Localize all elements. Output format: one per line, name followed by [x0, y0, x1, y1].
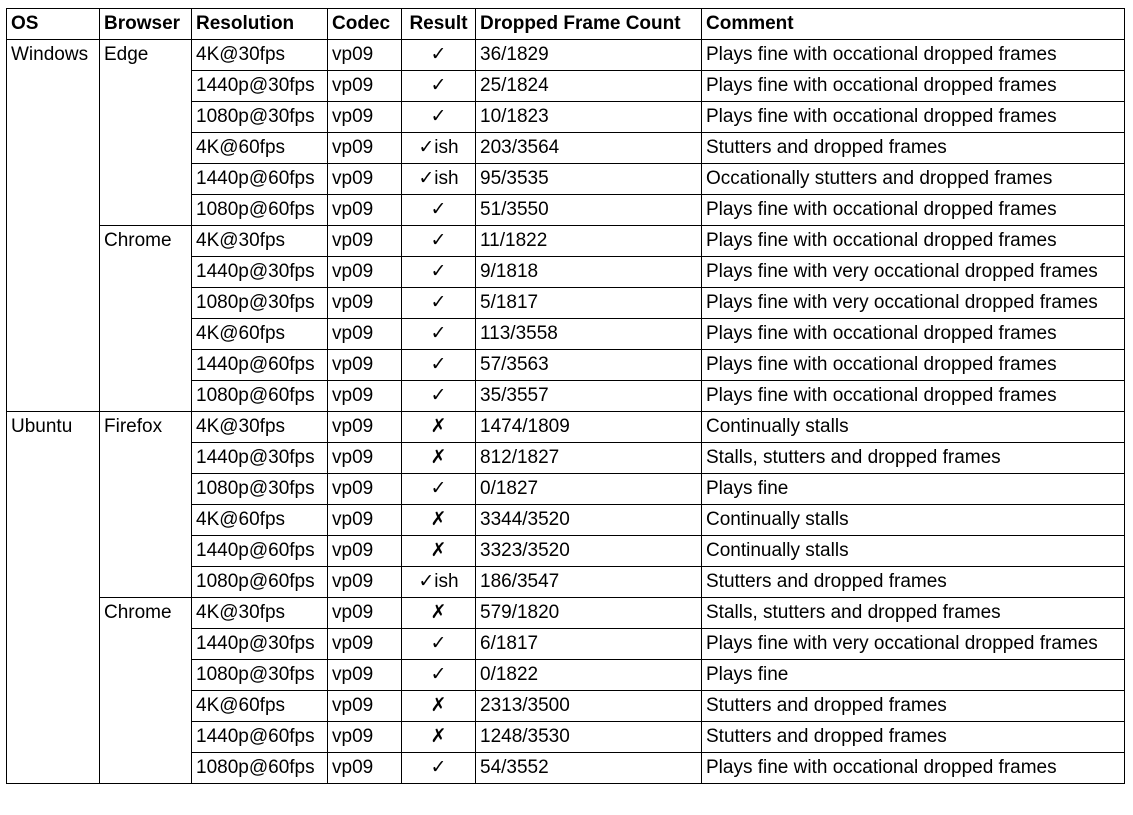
result-cell: ✓	[402, 660, 476, 691]
codec-cell: vp09	[328, 226, 402, 257]
result-cell: ✓	[402, 71, 476, 102]
header-os: OS	[7, 9, 100, 40]
codec-cell: vp09	[328, 536, 402, 567]
dropped-frame-count-cell: 95/3535	[476, 164, 702, 195]
comment-cell: Plays fine with occational dropped frames	[702, 381, 1125, 412]
comment-cell: Plays fine with occational dropped frames	[702, 319, 1125, 350]
comment-cell: Plays fine with very occational dropped frames	[702, 629, 1125, 660]
resolution-cell: 1440p@60fps	[192, 164, 328, 195]
resolution-cell: 1080p@60fps	[192, 753, 328, 784]
dropped-frame-count-cell: 1474/1809	[476, 412, 702, 443]
dropped-frame-count-cell: 203/3564	[476, 133, 702, 164]
result-cell: ✓	[402, 350, 476, 381]
result-cell: ✓	[402, 195, 476, 226]
result-cell: ✓	[402, 40, 476, 71]
resolution-cell: 4K@60fps	[192, 505, 328, 536]
resolution-cell: 4K@30fps	[192, 598, 328, 629]
result-cell: ✓	[402, 226, 476, 257]
comment-cell: Plays fine with occational dropped frames	[702, 195, 1125, 226]
dropped-frame-count-cell: 3344/3520	[476, 505, 702, 536]
resolution-cell: 4K@30fps	[192, 226, 328, 257]
codec-cell: vp09	[328, 257, 402, 288]
browser-cell: Edge	[100, 40, 192, 226]
dropped-frame-count-cell: 113/3558	[476, 319, 702, 350]
dropped-frame-count-cell: 57/3563	[476, 350, 702, 381]
table-row	[7, 226, 1125, 257]
playback-results-table	[6, 8, 1125, 784]
dropped-frame-count-cell: 36/1829	[476, 40, 702, 71]
resolution-cell: 1080p@30fps	[192, 474, 328, 505]
codec-cell: vp09	[328, 164, 402, 195]
codec-cell: vp09	[328, 40, 402, 71]
resolution-cell: 1440p@30fps	[192, 443, 328, 474]
comment-cell: Stutters and dropped frames	[702, 722, 1125, 753]
result-cell: ✗	[402, 536, 476, 567]
table-row	[7, 598, 1125, 629]
comment-cell: Stutters and dropped frames	[702, 691, 1125, 722]
dropped-frame-count-cell: 9/1818	[476, 257, 702, 288]
comment-cell: Stutters and dropped frames	[702, 133, 1125, 164]
comment-cell: Plays fine with occational dropped frames	[702, 40, 1125, 71]
codec-cell: vp09	[328, 691, 402, 722]
codec-cell: vp09	[328, 722, 402, 753]
resolution-cell: 1080p@30fps	[192, 660, 328, 691]
browser-cell: Firefox	[100, 412, 192, 598]
resolution-cell: 1440p@30fps	[192, 257, 328, 288]
table-row	[7, 40, 1125, 71]
comment-cell: Occationally stutters and dropped frames	[702, 164, 1125, 195]
comment-cell: Plays fine with occational dropped frames	[702, 226, 1125, 257]
os-cell: Windows	[7, 40, 100, 412]
resolution-cell: 1440p@60fps	[192, 536, 328, 567]
resolution-cell: 1440p@60fps	[192, 350, 328, 381]
resolution-cell: 1080p@60fps	[192, 381, 328, 412]
result-cell: ✓ish	[402, 133, 476, 164]
result-cell: ✓	[402, 753, 476, 784]
dropped-frame-count-cell: 579/1820	[476, 598, 702, 629]
comment-cell: Plays fine with occational dropped frames	[702, 350, 1125, 381]
resolution-cell: 1440p@30fps	[192, 71, 328, 102]
dropped-frame-count-cell: 1248/3530	[476, 722, 702, 753]
resolution-cell: 1080p@60fps	[192, 195, 328, 226]
table-row	[7, 412, 1125, 443]
dropped-frame-count-cell: 35/3557	[476, 381, 702, 412]
dropped-frame-count-cell: 11/1822	[476, 226, 702, 257]
header-resolution: Resolution	[192, 9, 328, 40]
resolution-cell: 4K@60fps	[192, 319, 328, 350]
resolution-cell: 1080p@30fps	[192, 102, 328, 133]
dropped-frame-count-cell: 812/1827	[476, 443, 702, 474]
comment-cell: Plays fine with occational dropped frames	[702, 102, 1125, 133]
codec-cell: vp09	[328, 598, 402, 629]
comment-cell: Plays fine with very occational dropped frames	[702, 288, 1125, 319]
comment-cell: Plays fine with very occational dropped frames	[702, 257, 1125, 288]
dropped-frame-count-cell: 2313/3500	[476, 691, 702, 722]
result-cell: ✗	[402, 722, 476, 753]
resolution-cell: 1440p@60fps	[192, 722, 328, 753]
comment-cell: Plays fine with occational dropped frames	[702, 71, 1125, 102]
dropped-frame-count-cell: 0/1822	[476, 660, 702, 691]
header-result: Result	[402, 9, 476, 40]
resolution-cell: 4K@60fps	[192, 691, 328, 722]
browser-cell: Chrome	[100, 598, 192, 784]
dropped-frame-count-cell: 0/1827	[476, 474, 702, 505]
comment-cell: Continually stalls	[702, 505, 1125, 536]
result-cell: ✓	[402, 257, 476, 288]
result-cell: ✓	[402, 288, 476, 319]
resolution-cell: 1080p@60fps	[192, 567, 328, 598]
result-cell: ✓	[402, 102, 476, 133]
comment-cell: Stalls, stutters and dropped frames	[702, 598, 1125, 629]
resolution-cell: 1080p@30fps	[192, 288, 328, 319]
comment-cell: Plays fine with occational dropped frames	[702, 753, 1125, 784]
os-cell: Ubuntu	[7, 412, 100, 784]
codec-cell: vp09	[328, 195, 402, 226]
codec-cell: vp09	[328, 505, 402, 536]
result-cell: ✗	[402, 598, 476, 629]
resolution-cell: 1440p@30fps	[192, 629, 328, 660]
comment-cell: Continually stalls	[702, 536, 1125, 567]
result-cell: ✓	[402, 319, 476, 350]
dropped-frame-count-cell: 6/1817	[476, 629, 702, 660]
codec-cell: vp09	[328, 753, 402, 784]
dropped-frame-count-cell: 186/3547	[476, 567, 702, 598]
resolution-cell: 4K@60fps	[192, 133, 328, 164]
codec-cell: vp09	[328, 629, 402, 660]
codec-cell: vp09	[328, 381, 402, 412]
result-cell: ✗	[402, 505, 476, 536]
codec-cell: vp09	[328, 350, 402, 381]
header-row	[7, 9, 1125, 40]
header-codec: Codec	[328, 9, 402, 40]
table-body	[7, 40, 1125, 784]
result-cell: ✓	[402, 474, 476, 505]
result-cell: ✓	[402, 381, 476, 412]
dropped-frame-count-cell: 25/1824	[476, 71, 702, 102]
resolution-cell: 4K@30fps	[192, 412, 328, 443]
dropped-frame-count-cell: 54/3552	[476, 753, 702, 784]
comment-cell: Continually stalls	[702, 412, 1125, 443]
codec-cell: vp09	[328, 412, 402, 443]
codec-cell: vp09	[328, 133, 402, 164]
comment-cell: Stutters and dropped frames	[702, 567, 1125, 598]
codec-cell: vp09	[328, 474, 402, 505]
codec-cell: vp09	[328, 102, 402, 133]
header-dropped-frame-count: Dropped Frame Count	[476, 9, 702, 40]
dropped-frame-count-cell: 5/1817	[476, 288, 702, 319]
result-cell: ✗	[402, 412, 476, 443]
result-cell: ✗	[402, 443, 476, 474]
header-comment: Comment	[702, 9, 1125, 40]
comment-cell: Plays fine	[702, 660, 1125, 691]
result-cell: ✓	[402, 629, 476, 660]
codec-cell: vp09	[328, 319, 402, 350]
result-cell: ✓ish	[402, 164, 476, 195]
dropped-frame-count-cell: 51/3550	[476, 195, 702, 226]
result-cell: ✓ish	[402, 567, 476, 598]
result-cell: ✗	[402, 691, 476, 722]
comment-cell: Plays fine	[702, 474, 1125, 505]
header-browser: Browser	[100, 9, 192, 40]
codec-cell: vp09	[328, 443, 402, 474]
dropped-frame-count-cell: 10/1823	[476, 102, 702, 133]
resolution-cell: 4K@30fps	[192, 40, 328, 71]
codec-cell: vp09	[328, 567, 402, 598]
dropped-frame-count-cell: 3323/3520	[476, 536, 702, 567]
comment-cell: Stalls, stutters and dropped frames	[702, 443, 1125, 474]
codec-cell: vp09	[328, 288, 402, 319]
browser-cell: Chrome	[100, 226, 192, 412]
codec-cell: vp09	[328, 71, 402, 102]
codec-cell: vp09	[328, 660, 402, 691]
